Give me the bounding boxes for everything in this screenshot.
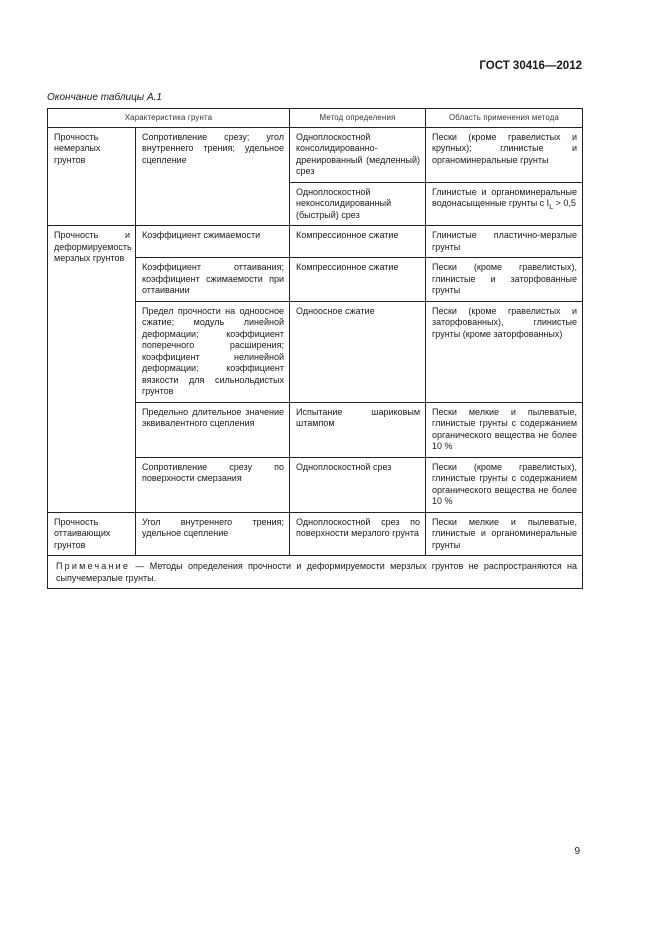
group-name: Прочность и деформируемость мерзлых грунтов (48, 226, 136, 513)
document-code: ГОСТ 30416—2012 (479, 60, 582, 72)
group-name: Прочность оттаивающих грунтов (48, 512, 136, 556)
table-row (48, 226, 583, 258)
method-cell: Одноплоскостной срез (290, 457, 426, 512)
note-row (48, 556, 583, 589)
soil-methods-table (47, 108, 583, 589)
table-row (48, 127, 583, 182)
characteristic-cell: Предел прочности на одноосное сжатие; модуль линейной деформации; коэффициент поперечного расширения; коэффициент нелинейной деформации; коэффициент вязкости для сильнольдистых грунтов (136, 301, 290, 402)
table-row (48, 512, 583, 556)
table-header-row (48, 109, 583, 128)
method-cell: Компрессионное сжатие (290, 258, 426, 302)
scope-subscript: L (549, 203, 554, 211)
scope-text: Глинистые и органоминеральные водонасыщенные грунты с I (432, 186, 578, 208)
scope-cell: Пески мелкие и пылеватые, глинистые и органоминеральные грунты (426, 512, 583, 556)
scope-cell: Пески (кроме гравелистых), глинистые грунты с содержанием органического вещества не более 10 % (426, 457, 583, 512)
method-cell: Компрессионное сжатие (290, 226, 426, 258)
scope-cell: Пески мелкие и пылеватые, глинистые грунты с содержанием органического вещества не более 10 % (426, 402, 583, 457)
page-number: 9 (574, 846, 580, 857)
characteristic-cell: Коэффициент сжимаемости (136, 226, 290, 258)
characteristic-cell: Угол внутреннего трения; удельное сцепление (136, 512, 290, 556)
group-name: Прочность немерзлых грунтов (48, 127, 136, 226)
scope-cell: Глинистые пластично-мерзлые грунты (426, 226, 583, 258)
method-cell: Испытание шариковым штампом (290, 402, 426, 457)
scope-cell: Пески (кроме гравелистых и заторфованных), глинистые грунты (кроме заторфованных) (426, 301, 583, 402)
scope-tail: > 0,5 (553, 198, 576, 208)
characteristic-cell: Сопротивление срезу по поверхности смерзания (136, 457, 290, 512)
table-caption: Окончание таблицы А.1 (47, 92, 162, 103)
header-characteristic: Характеристика грунта (48, 109, 290, 128)
characteristic-cell: Коэффициент оттаивания; коэффициент сжимаемости при оттаивании (136, 258, 290, 302)
scope-cell (426, 182, 583, 226)
scope-cell: Пески (кроме гравелистых), глинистые и заторфованные грунты (426, 258, 583, 302)
characteristic-cell: Предельно длительное значение эквивалентного сцепления (136, 402, 290, 457)
note-cell (48, 556, 583, 589)
header-scope: Область применения метода (426, 109, 583, 128)
characteristic-cell: Сопротивление срезу; угол внутреннего трения; удельное сцепление (136, 127, 290, 226)
header-method: Метод определения (290, 109, 426, 128)
method-cell: Одноплоскостной консолидированно-дренированный (медленный) срез (290, 127, 426, 182)
method-cell: Одноплоскостной срез по поверхности мерзлого грунта (290, 512, 426, 556)
method-cell: Одноплоскостной неконсолидированный (быстрый) срез (290, 182, 426, 226)
scope-cell: Пески (кроме гравелистых и крупных); глинистые и органоминеральные грунты (426, 127, 583, 182)
note-text: — Методы определения прочности и деформируемости мерзлых грунтов не распространяются на сыпучемерзлые грунты. (56, 561, 578, 583)
method-cell: Одноосное сжатие (290, 301, 426, 402)
note-label: Примечание (56, 561, 131, 571)
